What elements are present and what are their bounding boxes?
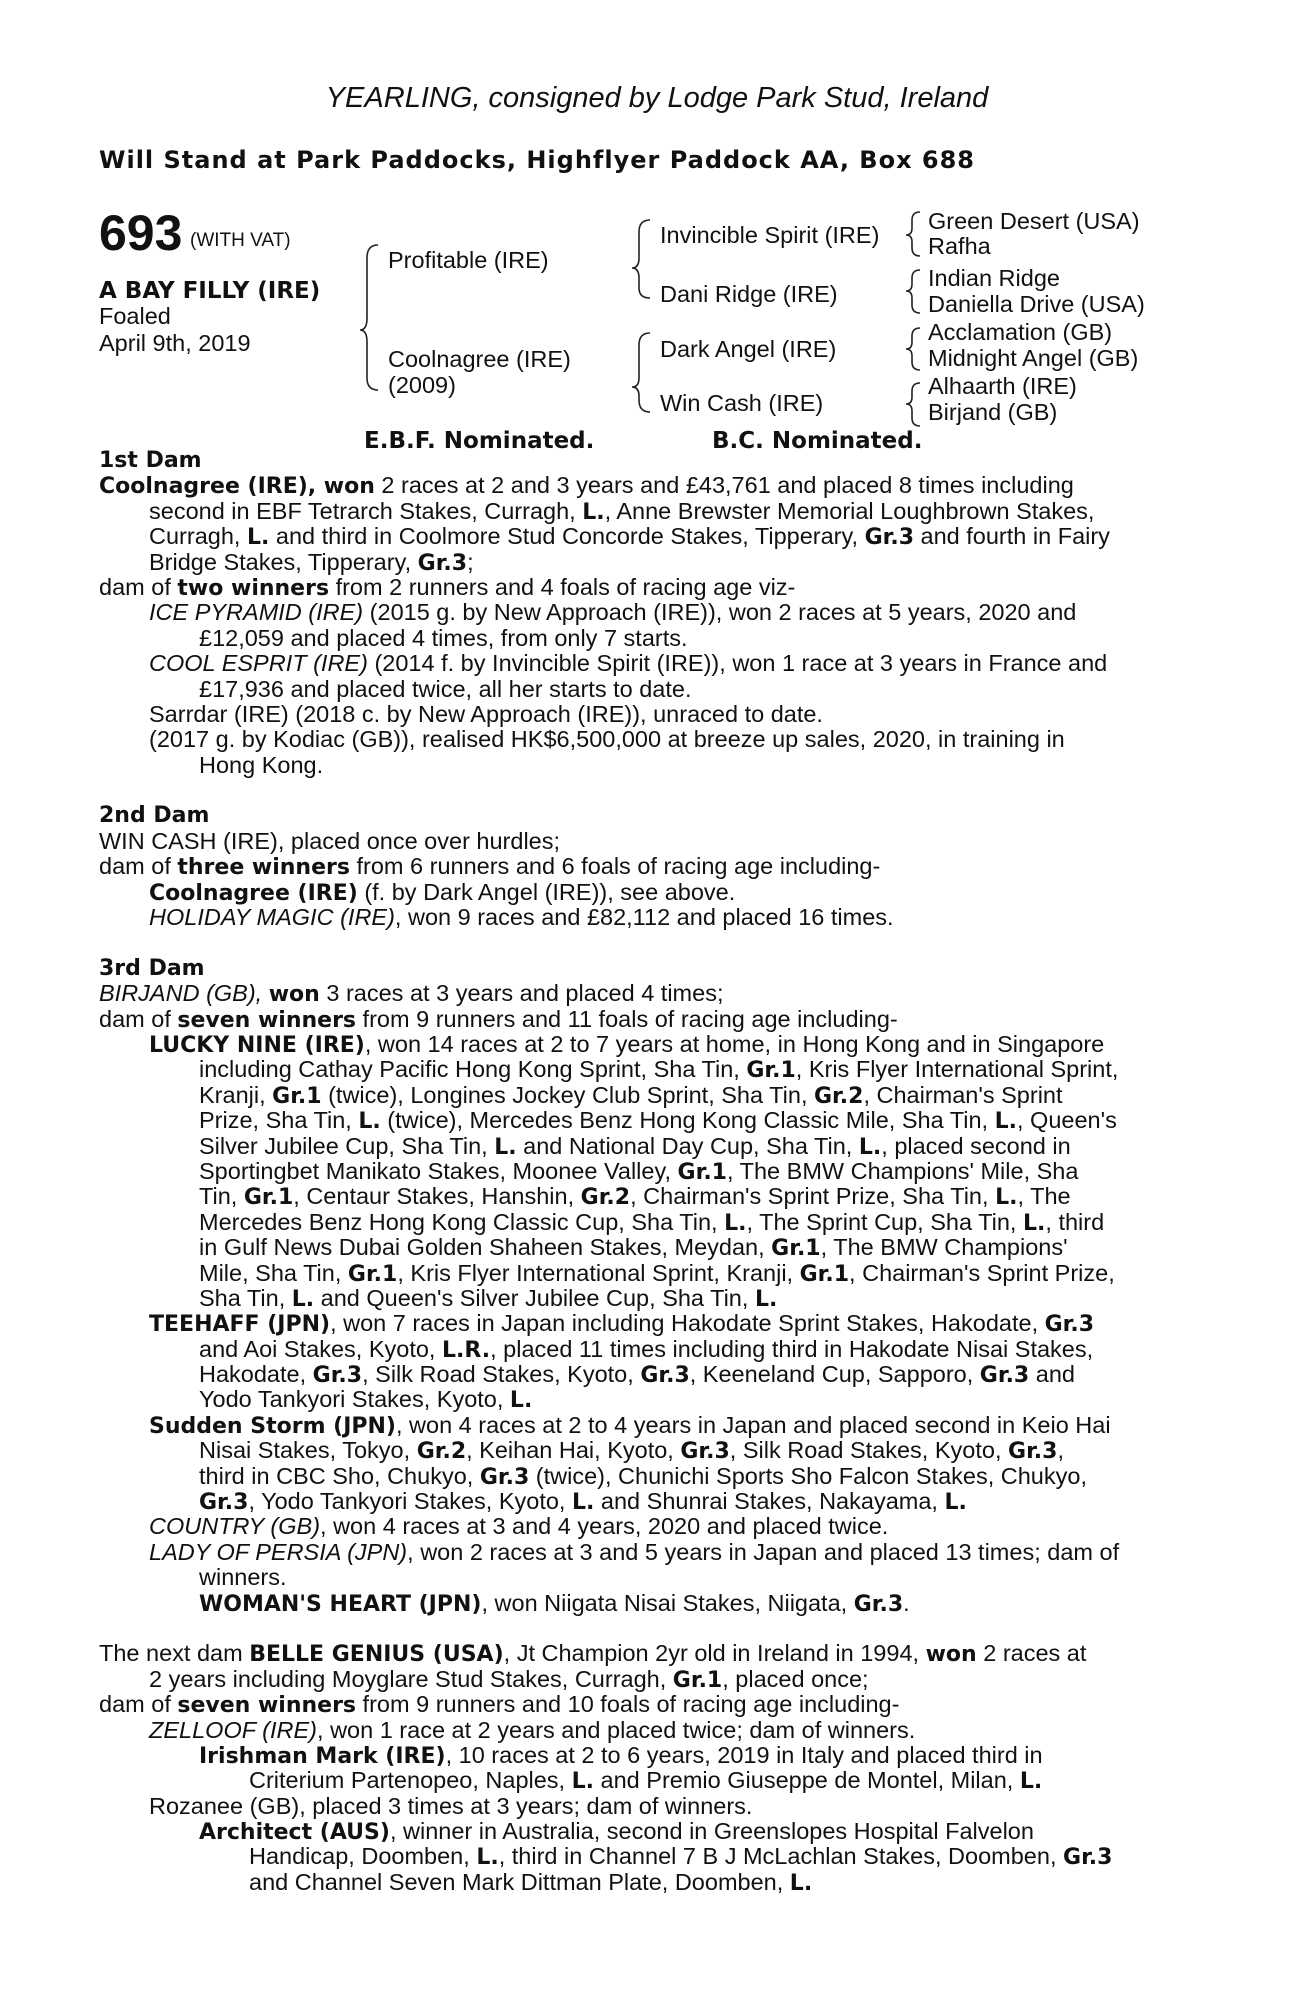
text-line: TEEHAFF (JPN), won 7 races in Japan including Hakodate Sprint Stakes, Hakodate, Gr.3 bbox=[149, 1310, 1095, 1338]
second-dam-heading: 2nd Dam bbox=[99, 803, 210, 829]
gen3-ddd: Birjand (GB) bbox=[928, 399, 1058, 425]
text-line: Hakodate, Gr.3, Silk Road Stakes, Kyoto, Gr.3, Keeneland Cup, Sapporo, Gr.3 and bbox=[199, 1361, 1075, 1389]
text-line: third in CBC Sho, Chukyo, Gr.3 (twice), Chunichi Sports Sho Falcon Stakes, Chukyo, bbox=[199, 1462, 1087, 1490]
foaled-date: April 9th, 2019 bbox=[99, 330, 251, 356]
text-line: Tin, Gr.1, Centaur Stakes, Hanshin, Gr.2, Chairman's Sprint Prize, Sha Tin, L., The bbox=[199, 1183, 1071, 1211]
third-dam-heading: 3rd Dam bbox=[99, 955, 205, 981]
text-line: £12,059 and placed 4 times, from only 7 starts. bbox=[199, 624, 688, 651]
catalogue-text bbox=[99, 448, 1199, 1895]
text-line: WOMAN'S HEART (JPN), won Niigata Nisai Stakes, Niigata, Gr.3. bbox=[199, 1589, 910, 1617]
gen3-ssd: Rafha bbox=[928, 233, 991, 259]
gen3-sss: Green Desert (USA) bbox=[928, 208, 1140, 234]
text-line: Kranji, Gr.1 (twice), Longines Jockey Club Sprint, Sha Tin, Gr.2, Chairman's Sprint bbox=[199, 1081, 1063, 1109]
text-line: Sarrdar (IRE) (2018 c. by New Approach (IRE)), unraced to date. bbox=[149, 700, 823, 727]
gen3-sdd: Daniella Drive (USA) bbox=[928, 291, 1145, 317]
text-line: dam of three winners from 6 runners and 6 foals of racing age including- bbox=[99, 853, 881, 881]
foaled-label: Foaled bbox=[99, 303, 171, 329]
vat-note: (WITH VAT) bbox=[190, 230, 291, 251]
text-line: Handicap, Doomben, L., third in Channel 7 B J McLachlan Stakes, Doomben, Gr.3 bbox=[249, 1843, 1113, 1871]
text-line: and Aoi Stakes, Kyoto, L.R., placed 11 times including third in Hakodate Nisai Stakes, bbox=[199, 1335, 1094, 1363]
first-dam-heading: 1st Dam bbox=[99, 448, 202, 473]
gen3-dds: Alhaarth (IRE) bbox=[928, 373, 1077, 399]
text-line: Bridge Stakes, Tipperary, Gr.3; bbox=[149, 548, 474, 576]
text-line: in Gulf News Dubai Golden Shaheen Stakes, Meydan, Gr.1, The BMW Champions' bbox=[199, 1234, 1068, 1262]
sires-dam: Dani Ridge (IRE) bbox=[660, 281, 838, 307]
ebf-nominated: E.B.F. Nominated. bbox=[364, 428, 595, 454]
text-line: (2017 g. by Kodiac (GB)), realised HK$6,500,000 at breeze up sales, 2020, in training in bbox=[149, 726, 1065, 753]
text-line: COOL ESPRIT (IRE) (2014 f. by Invincible Spirit (IRE)), won 1 race at 3 years in France and bbox=[149, 650, 1108, 677]
dams-dam: Win Cash (IRE) bbox=[660, 390, 824, 416]
text-line: Silver Jubilee Cup, Sha Tin, L. and National Day Cup, Sha Tin, L., placed second in bbox=[199, 1132, 1071, 1160]
text-line: BIRJAND (GB), won 3 races at 3 years and placed 4 times; bbox=[99, 980, 724, 1008]
text-line: Sudden Storm (JPN), won 4 races at 2 to 4 years in Japan and placed second in Keio Hai bbox=[149, 1411, 1111, 1439]
text-line: HOLIDAY MAGIC (IRE), won 9 races and £82,112 and placed 16 times. bbox=[149, 904, 894, 931]
text-line: Mile, Sha Tin, Gr.1, Kris Flyer International Sprint, Kranji, Gr.1, Chairman's Sprint Prize, bbox=[199, 1259, 1115, 1287]
text-line: Gr.3, Yodo Tankyori Stakes, Kyoto, L. and Shunrai Stakes, Nakayama, L. bbox=[199, 1488, 967, 1516]
text-line: The next dam BELLE GENIUS (USA), Jt Champion 2yr old in Ireland in 1994, won 2 races at bbox=[99, 1640, 1087, 1668]
text-line: Rozanee (GB), placed 3 times at 3 years; dam of winners. bbox=[149, 1792, 753, 1819]
text-line: Sportingbet Manikato Stakes, Moonee Valley, Gr.1, The BMW Champions' Mile, Sha bbox=[199, 1157, 1079, 1185]
text-line: Prize, Sha Tin, L. (twice), Mercedes Benz Hong Kong Classic Mile, Sha Tin, L., Queen's bbox=[199, 1107, 1117, 1135]
text-line: winners. bbox=[199, 1564, 287, 1591]
text-line: Sha Tin, L. and Queen's Silver Jubilee Cup, Sha Tin, L. bbox=[199, 1284, 778, 1312]
text-line: Architect (AUS), winner in Australia, second in Greenslopes Hospital Falvelon bbox=[199, 1818, 1034, 1846]
text-line: Coolnagree (IRE), won 2 races at 2 and 3 years and £43,761 and placed 8 times including bbox=[99, 472, 1074, 500]
text-line: WIN CASH (IRE), placed once over hurdles; bbox=[99, 827, 561, 854]
text-line: COUNTRY (GB), won 4 races at 3 and 4 years, 2020 and placed twice. bbox=[149, 1513, 889, 1540]
text-line: ICE PYRAMID (IRE) (2015 g. by New Approach (IRE)), won 2 races at 5 years, 2020 and bbox=[149, 599, 1077, 626]
dam: Coolnagree (IRE) bbox=[388, 346, 571, 372]
text-line: dam of two winners from 2 runners and 4 foals of racing age viz- bbox=[99, 573, 796, 601]
lot-number: 693 bbox=[99, 205, 183, 261]
bc-nominated: B.C. Nominated. bbox=[712, 428, 923, 454]
gen3-dss: Acclamation (GB) bbox=[928, 319, 1113, 345]
text-line: 2 years including Moyglare Stud Stakes, Curragh, Gr.1, placed once; bbox=[149, 1665, 869, 1693]
text-line: Yodo Tankyori Stakes, Kyoto, L. bbox=[199, 1386, 533, 1414]
sires-sire: Invincible Spirit (IRE) bbox=[660, 222, 880, 248]
horse-name: A BAY FILLY (IRE) bbox=[99, 278, 321, 304]
gen3-sds: Indian Ridge bbox=[928, 265, 1060, 291]
text-line: dam of seven winners from 9 runners and 10 foals of racing age including- bbox=[99, 1691, 900, 1719]
text-line: £17,936 and placed twice, all her starts to date. bbox=[199, 675, 692, 702]
stand-location: Will Stand at Park Paddocks, Highflyer Paddock AA, Box 688 bbox=[99, 146, 976, 174]
text-line: Coolnagree (IRE) (f. by Dark Angel (IRE)), see above. bbox=[149, 878, 736, 906]
text-line: Hong Kong. bbox=[199, 751, 324, 778]
text-line: including Cathay Pacific Hong Kong Sprint, Sha Tin, Gr.1, Kris Flyer International Sprint, bbox=[199, 1056, 1119, 1084]
text-line: ZELLOOF (IRE), won 1 race at 2 years and placed twice; dam of winners. bbox=[149, 1716, 916, 1743]
text-line: second in EBF Tetrarch Stakes, Curragh, L., Anne Brewster Memorial Loughbrown Stakes, bbox=[149, 497, 1095, 525]
text-line: Curragh, L. and third in Coolmore Stud Concorde Stakes, Tipperary, Gr.3 and fourth in Fairy bbox=[149, 523, 1110, 551]
text-line: Irishman Mark (IRE), 10 races at 2 to 6 years, 2019 in Italy and placed third in bbox=[199, 1741, 1043, 1769]
text-line: Mercedes Benz Hong Kong Classic Cup, Sha Tin, L., The Sprint Cup, Sha Tin, L., third bbox=[199, 1208, 1105, 1236]
text-line: LUCKY NINE (IRE), won 14 races at 2 to 7 years at home, in Hong Kong and in Singapore bbox=[149, 1030, 1105, 1058]
dams-sire: Dark Angel (IRE) bbox=[660, 336, 837, 362]
text-line: Criterium Partenopeo, Naples, L. and Premio Giuseppe de Montel, Milan, L. bbox=[249, 1767, 1043, 1795]
dam-year: (2009) bbox=[388, 372, 456, 398]
text-line: LADY OF PERSIA (JPN), won 2 races at 3 and 5 years in Japan and placed 13 times; dam of bbox=[149, 1538, 1120, 1565]
gen3-dsd: Midnight Angel (GB) bbox=[928, 345, 1139, 371]
sire: Profitable (IRE) bbox=[388, 247, 549, 273]
lot-title: YEARLING, consigned by Lodge Park Stud, Ireland bbox=[325, 82, 989, 114]
text-line: dam of seven winners from 9 runners and 11 foals of racing age including- bbox=[99, 1005, 898, 1033]
text-line: and Channel Seven Mark Dittman Plate, Doomben, L. bbox=[249, 1868, 813, 1896]
text-line: Nisai Stakes, Tokyo, Gr.2, Keihan Hai, Kyoto, Gr.3, Silk Road Stakes, Kyoto, Gr.3, bbox=[199, 1437, 1064, 1465]
